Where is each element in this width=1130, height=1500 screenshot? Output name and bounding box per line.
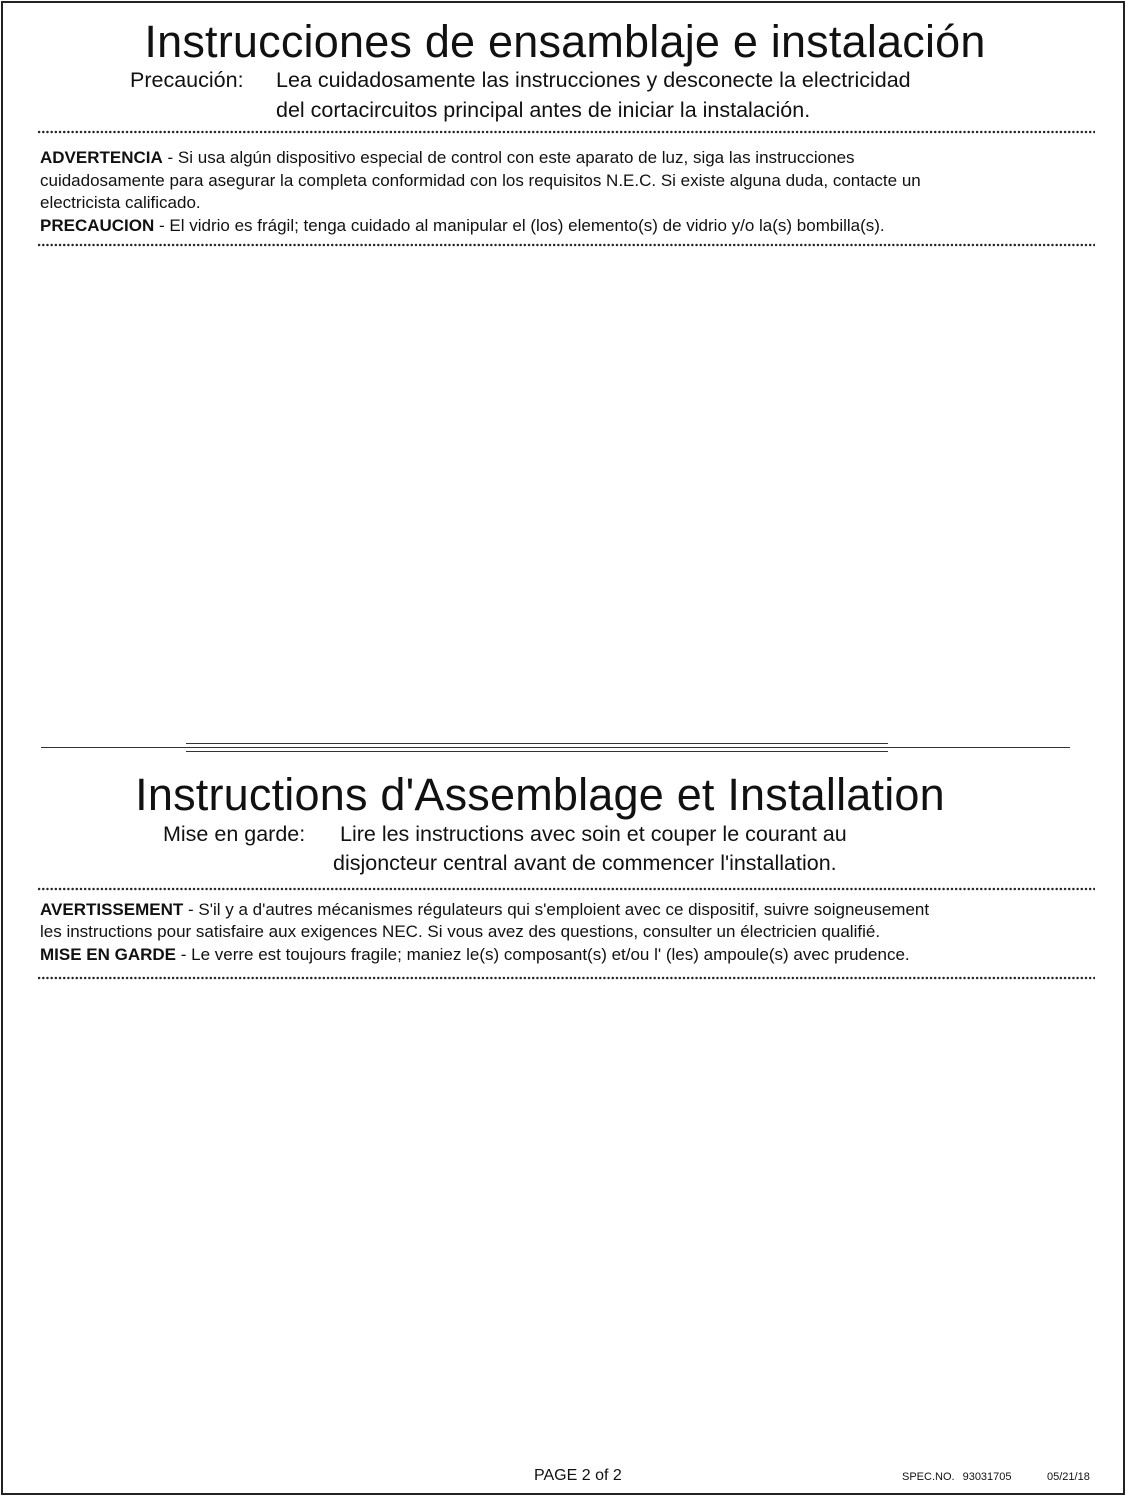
french-glass-caution <box>40 944 910 966</box>
asterisk-divider <box>37 976 1095 980</box>
spec-label: SPEC.NO. <box>902 1471 955 1483</box>
revision-date: 05/21/18 <box>1047 1471 1090 1483</box>
spanish-warning-line-3: electricista calificado. <box>40 193 201 212</box>
french-glass-text: - Le verre est toujours fragile; maniez le(s) composant(s) et/ou l' (les) ampoule(s) avec prudence. <box>176 945 910 964</box>
spanish-title: Instrucciones de ensamblaje e instalación <box>144 16 986 67</box>
spanish-glass-text: - El vidrio es frágil; tenga cuidado al manipular el (los) elemento(s) de vidrio y/o la(s) bombilla(s). <box>154 216 885 235</box>
spanish-glass-caution <box>40 215 885 237</box>
french-caution-label: Mise en garde: <box>163 822 306 846</box>
french-warning-label: AVERTISSEMENT <box>40 900 184 919</box>
spanish-warning-line-1 <box>40 147 855 169</box>
section-separator <box>41 747 1070 748</box>
spanish-glass-label: PRECAUCION <box>40 216 155 235</box>
asterisk-divider <box>37 130 1095 134</box>
asterisk-divider <box>37 243 1095 247</box>
spanish-warning-line-2: cuidadosamente para asegurar la completa conformidad con los requisitos N.E.C. Si existe alguna duda, contacte un <box>40 171 921 190</box>
spanish-caution-line-2: del cortacircuitos principal antes de iniciar la instalación. <box>276 98 811 122</box>
spanish-caution-line-1: Lea cuidadosamente las instrucciones y desconecte la electricidad <box>276 68 911 92</box>
french-warning-line-2: les instructions pour satisfaire aux exigences NEC. Si vous avez des questions, consulter un électricien qualifié. <box>40 922 881 941</box>
spanish-warning-text-1: - Si usa algún dispositivo especial de control con este aparato de luz, siga las instrucciones <box>162 148 855 167</box>
french-caution-line-2: disjoncteur central avant de commencer l'installation. <box>333 851 837 875</box>
spec-number <box>902 1471 1012 1483</box>
section-separator-lower <box>186 751 888 752</box>
section-separator-upper <box>186 743 888 744</box>
asterisk-divider <box>37 887 1095 891</box>
french-glass-label: MISE EN GARDE <box>40 945 177 964</box>
spanish-warning-label: ADVERTENCIA <box>40 148 163 167</box>
spanish-caution-label: Precaución: <box>130 68 244 92</box>
spec-value: 93031705 <box>962 1471 1012 1483</box>
french-title: Instructions d'Assemblage et Installation <box>135 769 945 820</box>
french-warning-text-1: - S'il y a d'autres mécanismes régulateurs qui s'emploient avec ce dispositif, suivre soigneusement <box>183 900 930 919</box>
page-number: PAGE 2 of 2 <box>534 1467 622 1484</box>
french-warning-line-1 <box>40 899 929 921</box>
french-caution-line-1: Lire les instructions avec soin et couper le courant au <box>340 822 847 846</box>
